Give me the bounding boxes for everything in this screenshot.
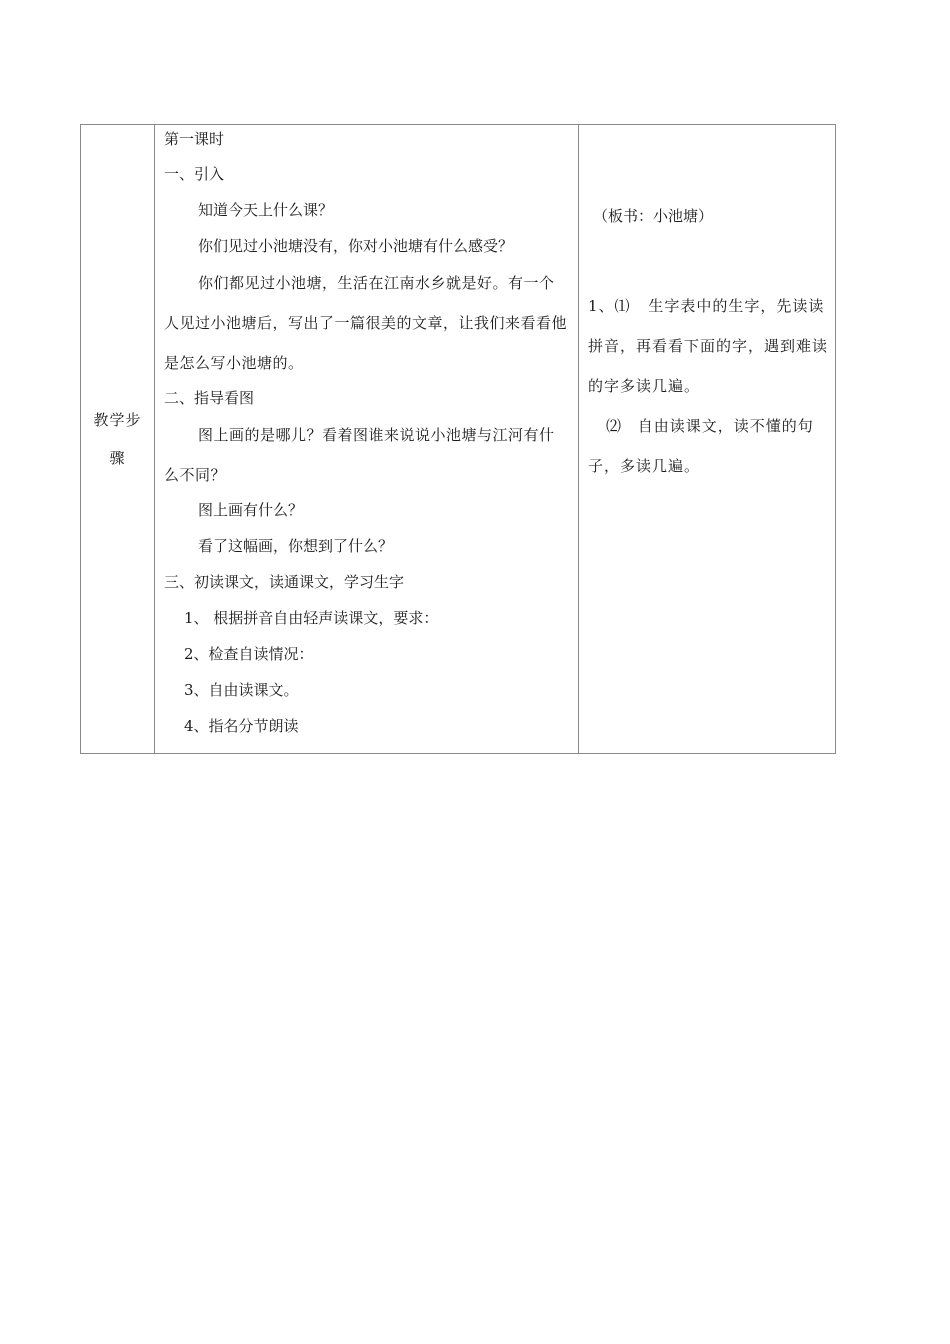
section-heading-picture: 二、指导看图: [164, 389, 255, 407]
note-item-number: ⑵: [606, 417, 623, 435]
board-note: （板书：小池塘）: [593, 207, 714, 225]
picture-paragraph-text: 图上画的是哪儿？看着图谁来说说小池塘与江河有什么不同？: [164, 426, 555, 484]
question-text: 你们见过小池塘没有，你对小池塘有什么感受？: [198, 237, 514, 255]
step-item: 1、 根据拼音自由轻声读课文，要求：: [184, 609, 439, 627]
section-heading-reading: 三、初读课文，读通课文，学习生字: [164, 573, 405, 591]
note-item-text: 生字表中的生字，先读读拼音，再看看下面的字，遇到难读的字多读几遍。: [588, 297, 829, 395]
row-label: 教学步骤: [93, 411, 142, 467]
notes-cell: [579, 125, 836, 754]
question-text: 知道今天上什么课？: [198, 201, 334, 219]
intro-paragraph-text: 你们都见过小池塘，生活在江南水乡就是好。有一个人见过小池塘后，写出了一篇很美的文章，让我们来看看他是怎么写小池塘的。: [164, 274, 568, 372]
lesson-plan-table: [80, 124, 836, 754]
step-item: 2、检查自读情况：: [184, 645, 314, 663]
note-item: [588, 286, 829, 406]
intro-paragraph: [164, 263, 569, 383]
picture-paragraph: [164, 415, 569, 495]
question-text: 看了这幅画，你想到了什么？: [198, 537, 394, 555]
note-item-number: 1、⑴: [588, 297, 631, 315]
step-item: 4、指名分节朗读: [184, 717, 299, 735]
table-row: [81, 125, 836, 754]
session-title: 第一课时: [164, 130, 225, 148]
step-item: 3、自由读课文。: [184, 681, 299, 699]
note-item: [588, 406, 829, 486]
question-text: 图上画有什么？: [198, 501, 304, 519]
teaching-steps-cell: [155, 125, 579, 754]
note-item-text: 自由读课文，读不懂的句子，多读几遍。: [588, 417, 814, 475]
row-label-cell: [81, 125, 155, 754]
section-heading-intro: 一、引入: [164, 165, 225, 183]
